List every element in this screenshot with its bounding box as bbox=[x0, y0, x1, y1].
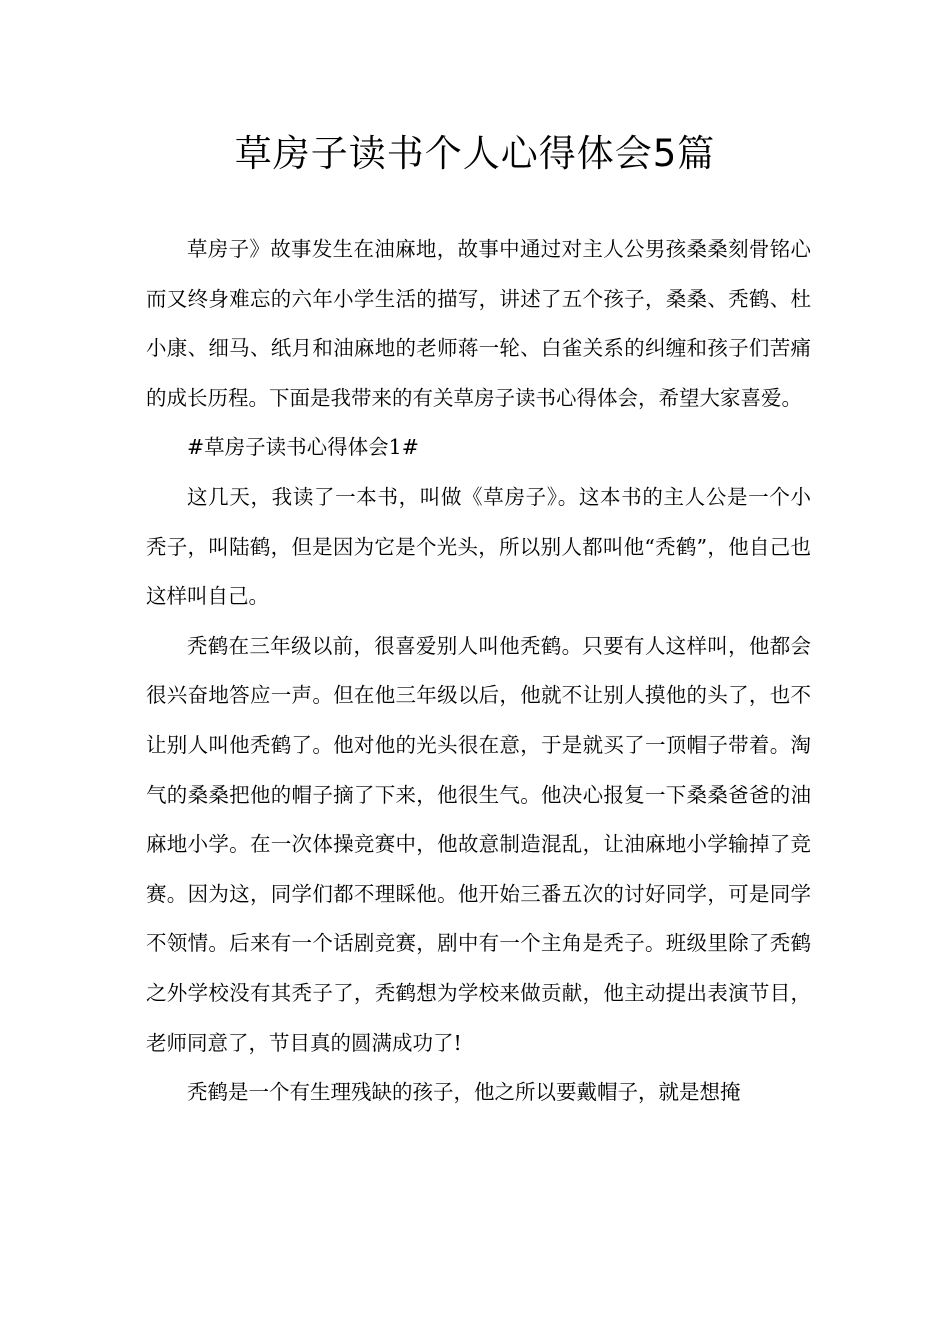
body-paragraph: 秃鹤在三年级以前，很喜爱别人叫他秃鹤。只要有人这样叫，他都会很兴奋地答应一声。但在他三年级以后，他就不让别人摸他的头了，也不让别人叫他秃鹤了。他对他的光头很在意，于是就买了一顶帽子带着。淘气的桑桑把他的帽子摘了下来，他很生气。他决心报复一下桑桑爸爸的油麻地小学。在一次体操竞赛中，他故意制造混乱，让油麻地小学输掉了竞赛。因为这，同学们都不理睬他。他开始三番五次的讨好同学，可是同学不领情。后来有一个话剧竞赛，剧中有一个主角是秃子。班级里除了秃鹤之外学校没有其秃子了，秃鹤想为学校来做贡献，他主动提出表演节目，老师同意了，节目真的圆满成功了! bbox=[146, 633, 811, 1055]
body-paragraph: 这几天，我读了一本书，叫做《草房子》。这本书的主人公是一个小秃子，叫陆鹤，但是因为它是个光头，所以别人都叫他“秃鹤”，他自己也这样叫自己。 bbox=[146, 484, 811, 609]
body-paragraph: 秃鹤是一个有生理残缺的孩子，他之所以要戴帽子，就是想掩 bbox=[187, 1080, 741, 1105]
intro-paragraph: 草房子》故事发生在油麻地，故事中通过对主人公男孩桑桑刻骨铭心而又终身难忘的六年小学生活的描写，讲述了五个孩子，桑桑、秃鹤、杜小康、细马、纸月和油麻地的老师蒋一轮、白雀关系的纠缠和孩子们苦痛的成长历程。下面是我带来的有关草房子读书心得体会，希望大家喜爱。 bbox=[146, 237, 811, 410]
document-body bbox=[146, 225, 811, 1118]
document-title: 草房子读书个人心得体会5篇 bbox=[234, 132, 716, 175]
section-heading: #草房子读书心得体会1# bbox=[187, 435, 419, 460]
